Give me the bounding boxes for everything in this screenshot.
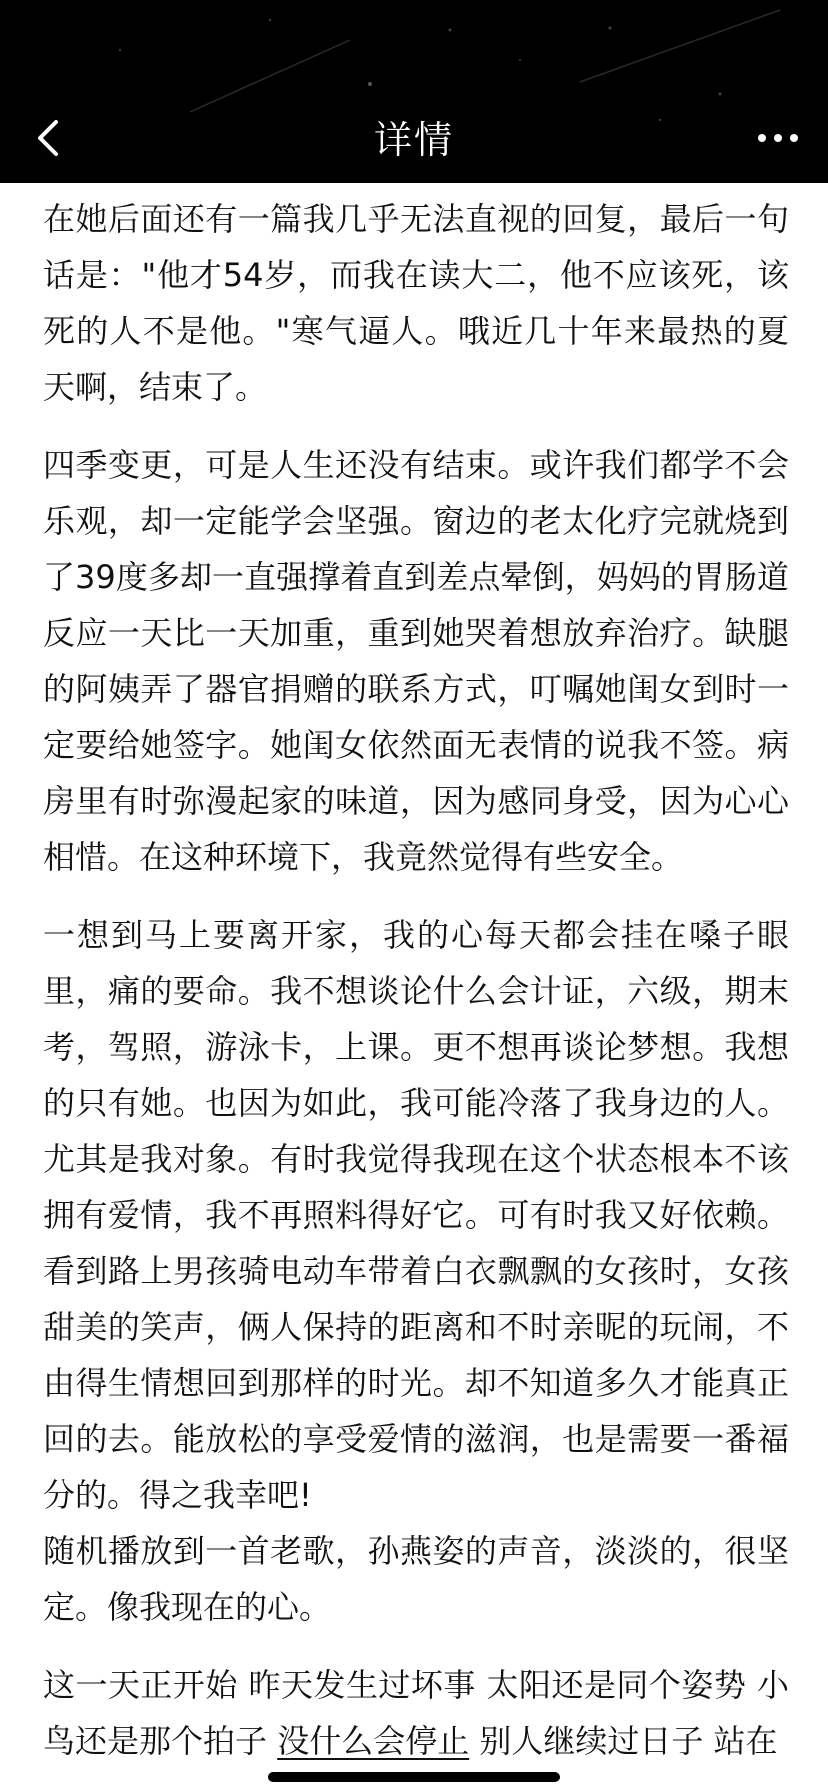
lyrics-paragraph [43,1657,789,1769]
home-indicator[interactable] [268,1772,560,1782]
header-bar [0,0,828,183]
article-paragraph: 在她后面还有一篇我几乎无法直视的回复，最后一句话是："他才54岁，而我在读大二，他不应该死，该死的人不是他。"寒气逼人。哦近几十年来最热的夏天啊，结束了。 [43,200,789,406]
article-body [43,191,789,1791]
lyrics-text: 这一天正开始 昨天发生过坏事 太阳还是同个姿势 小鸟还是那个拍子 [43,1666,789,1760]
lyrics-text: 别人继续过日子 站在 [469,1722,778,1760]
more-button[interactable] [742,108,814,168]
article-paragraph: 四季变更，可是人生还没有结束。或许我们都学不会乐观，却一定能学会坚强。窗边的老太化疗完就烧到了39度多却一直强撑着直到差点晕倒，妈妈的胃肠道反应一天比一天加重，重到她哭着想放弃治疗。缺腿的阿姨弄了器官捐赠的联系方式，叮嘱她闺女到时一定要给她签字。她闺女依然面无表情的说我不签。病房里有时弥漫起家的味道，因为感同身受，因为心心相惜。在这种环境下，我竟然觉得有些安全。 [43,446,789,876]
page-title: 详情 [373,118,454,162]
lyrics-underlined-text: 没什么会停止 [277,1722,470,1760]
article-paragraph: 一想到马上要离开家，我的心每天都会挂在嗓子眼里，痛的要命。我不想谈论什么会计证，六级，期末考，驾照，游泳卡，上课。更不想再谈论梦想。我想的只有她。也因为如此，我可能冷落了我身边的人。尤其是我对象。有时我觉得我现在这个状态根本不该拥有爱情，我不再照料得好它。可有时我又好依赖。看到路上男孩骑电动车带着白衣飘飘的女孩时，女孩甜美的笑声，俩人保持的距离和不时亲昵的玩闹，不由得生情想回到那样的时光。却不知道多久才能真正回的去。能放松的享受爱情的滋润，也是需要一番福分的。得之我幸吧! 随机播放到一首老歌，孙燕姿的声音，淡淡的，很坚定。像我现在的心。 [43,916,789,1626]
more-horizontal-icon [756,132,800,144]
